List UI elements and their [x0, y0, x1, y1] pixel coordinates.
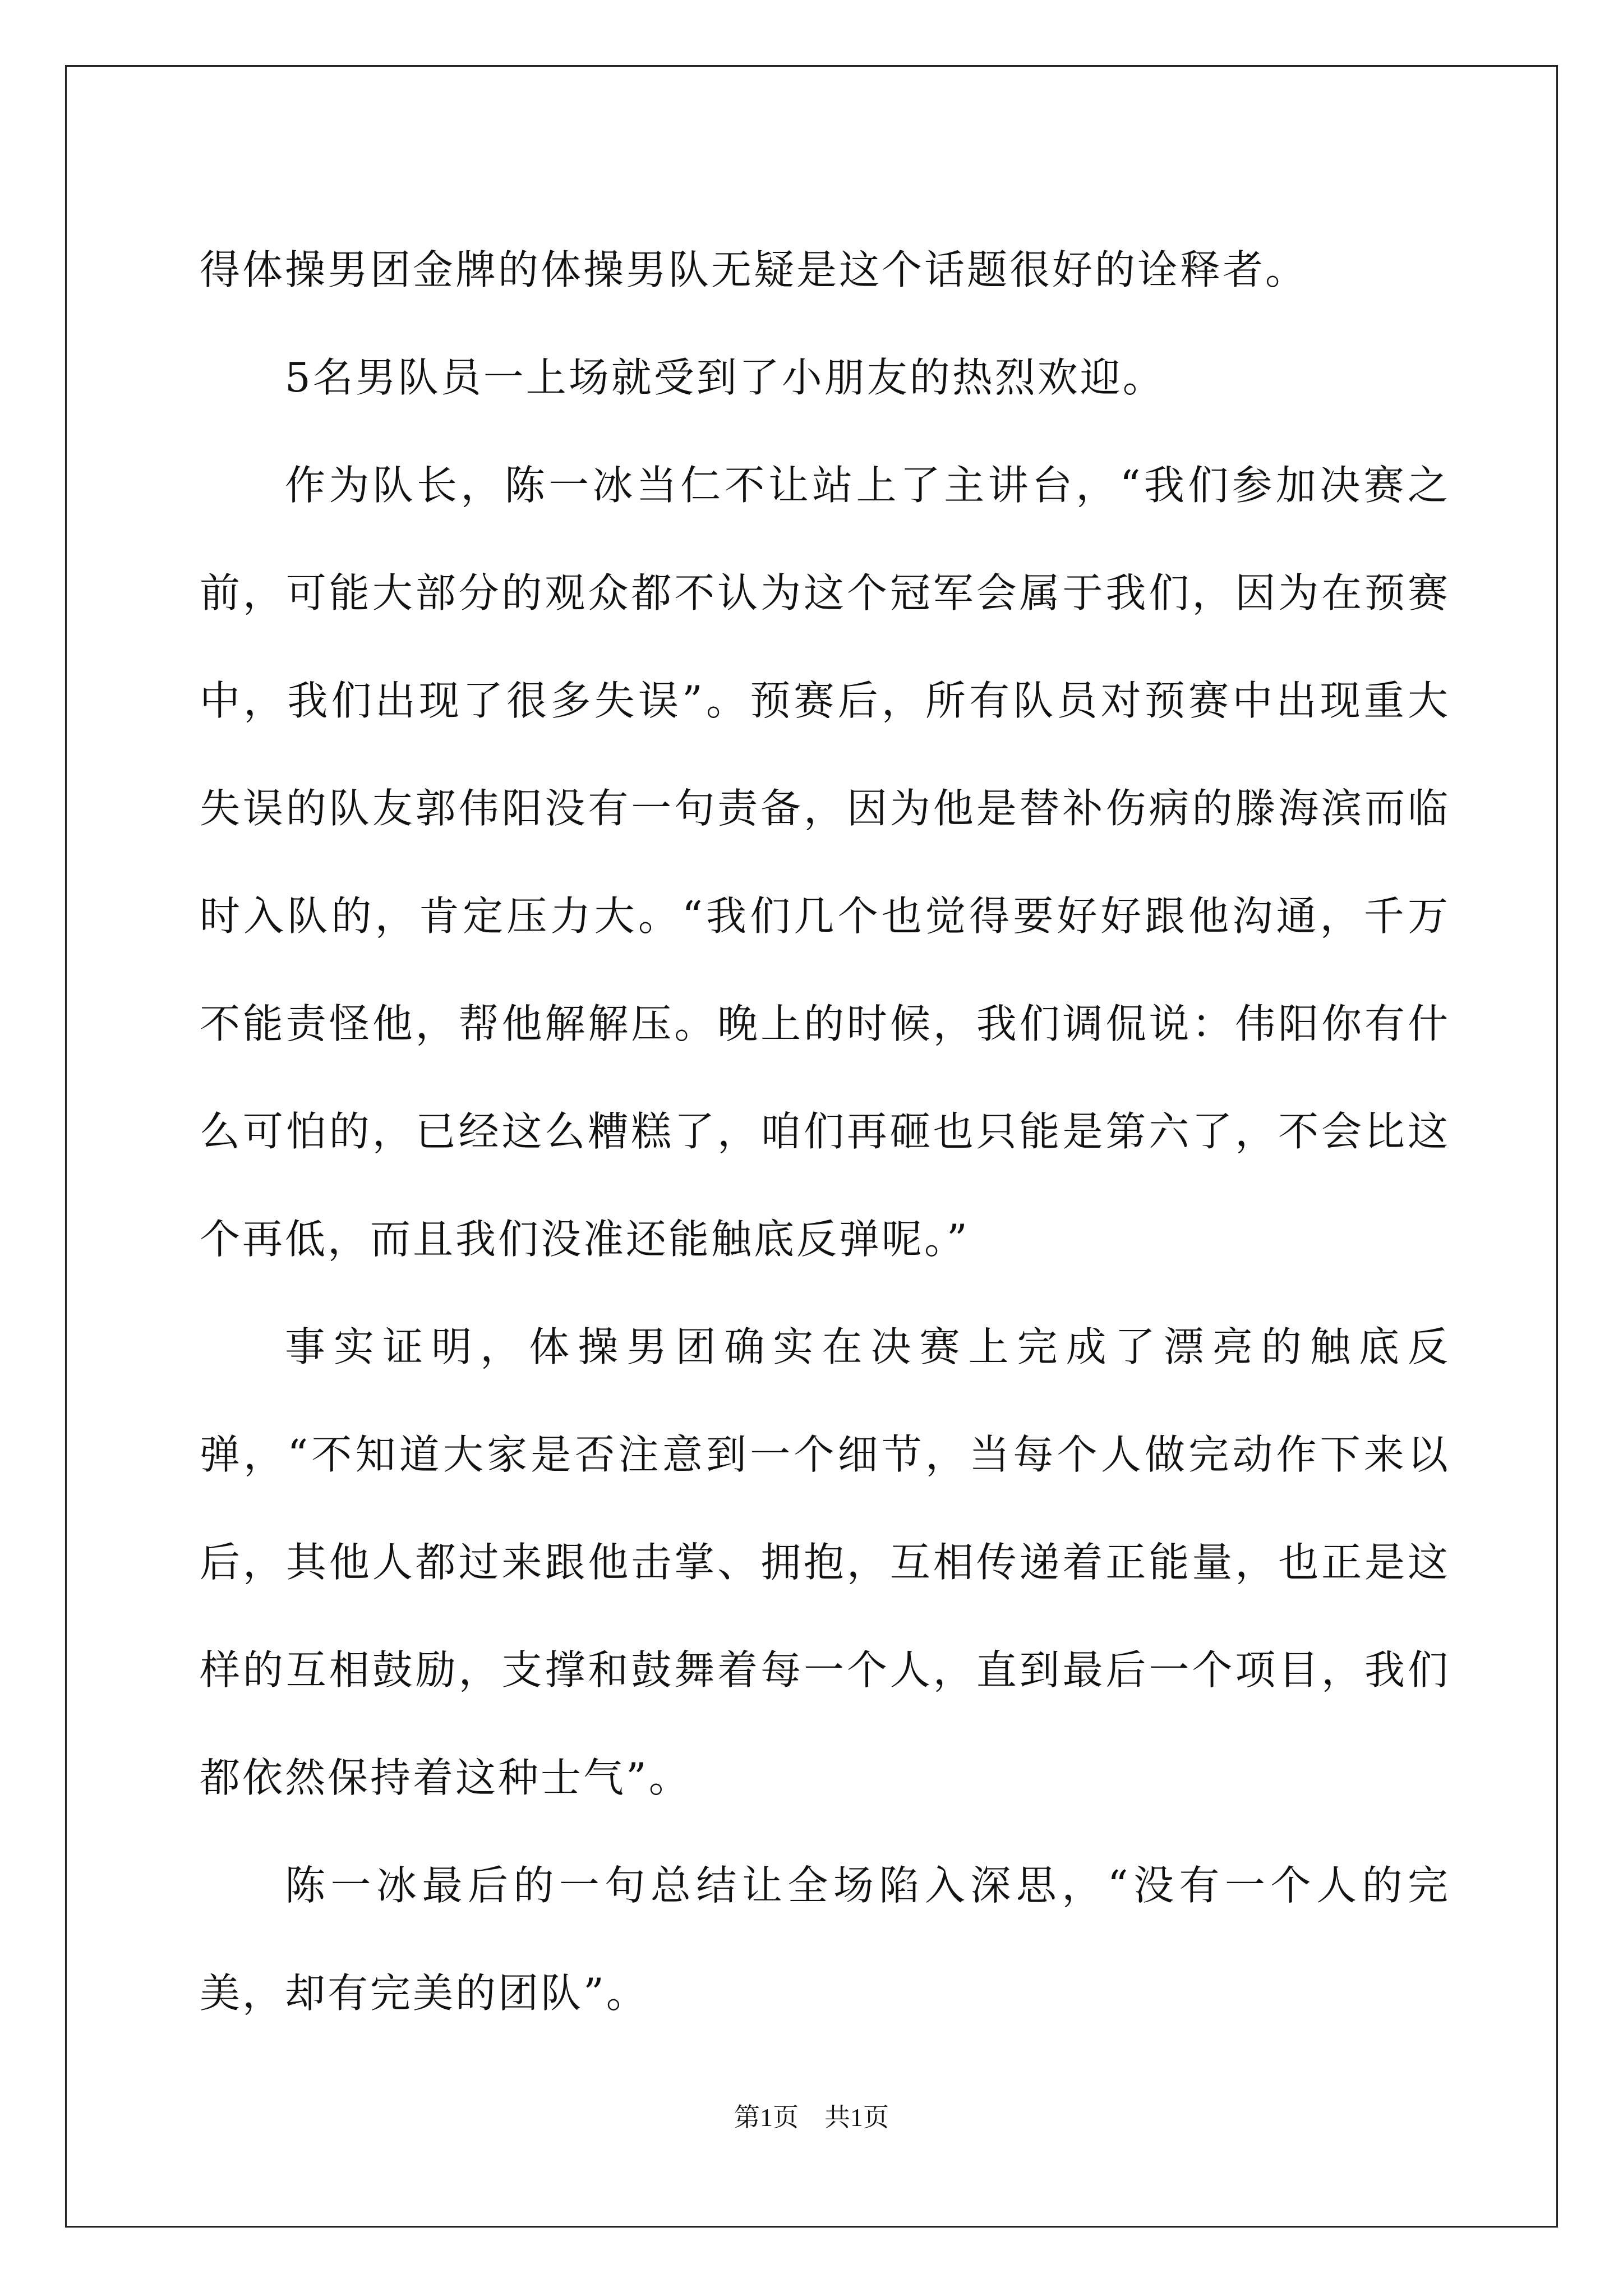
paragraph-5: 陈一冰最后的一句总结让全场陷入深思，“没有一个人的完美，却有完美的团队”。	[200, 1862, 1450, 2017]
page-total: 共1页	[824, 2103, 889, 2132]
document-body	[200, 216, 1450, 2047]
page-number: 第1页	[734, 2103, 799, 2132]
paragraph-2: 5名男队员一上场就受到了小朋友的热烈欢迎。	[285, 354, 1165, 401]
paragraph-1: 得体操男团金牌的体操男队无疑是这个话题很好的诠释者。	[200, 246, 1308, 293]
page-footer	[0, 2101, 1623, 2134]
paragraph-4: 事实证明，体操男团确实在决赛上完成了漂亮的触底反弹，“不知道大家是否注意到一个细节，当每个人做完动作下来以后，其他人都过来跟他击掌、拥抱，互相传递着正能量，也正是这样的互相鼓励，支撑和鼓舞着每一个人，直到最后一个项目，我们都依然保持着这种士气”。	[200, 1323, 1450, 1801]
paragraph-3: 作为队长，陈一冰当仁不让站上了主讲台，“我们参加决赛之前，可能大部分的观众都不认为这个冠军会属于我们，因为在预赛中，我们出现了很多失误”。预赛后，所有队员对预赛中出现重大失误的队友郭伟阳没有一句责备，因为他是替补伤病的滕海滨而临时入队的，肯定压力大。“我们几个也觉得要好好跟他沟通，千万不能责怪他，帮他解解压。晚上的时候，我们调侃说：伟阳你有什么可怕的，已经这么糟糕了，咱们再砸也只能是第六了，不会比这个再低，而且我们没准还能触底反弹呢。”	[200, 462, 1450, 1263]
